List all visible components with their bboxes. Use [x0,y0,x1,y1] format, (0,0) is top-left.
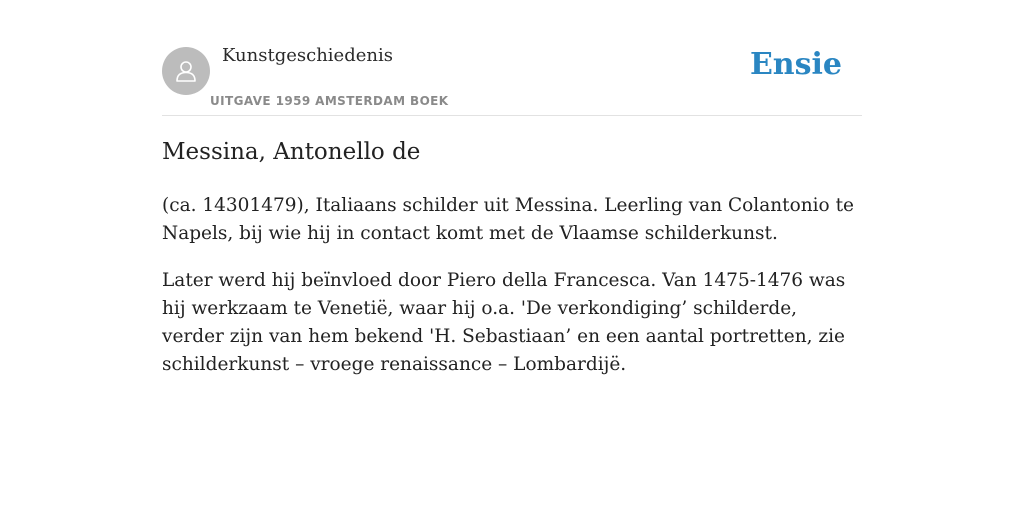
avatar[interactable] [162,47,210,95]
header [162,0,862,116]
article-body [162,192,862,398]
publication-meta: UITGAVE 1959 AMSTERDAM BOEK [210,94,449,108]
user-icon [172,57,200,85]
brand-logo[interactable]: Ensie [749,47,842,82]
article-title: Messina, Antonello de [162,139,421,165]
author-name[interactable]: Kunstgeschiedenis [222,45,393,66]
article-paragraph: Later werd hij beïnvloed door Piero della Francesca. Van 1475-1476 was hij werkzaam te Venetië, waar hij o.a. 'De verkondiging’ schilderde, verder zijn van hem bekend 'H. Sebastiaan’ en een aantal portretten, zie schilderkunst – vroege renaissance – Lombardijë. [162,270,846,375]
page-container [162,0,862,375]
article-paragraph: (ca. 14301479), Italiaans schilder uit Messina. Leerling van Colantonio te Napels, bij wie hij in contact komt met de Vlaamse schilderkunst. [162,195,854,244]
